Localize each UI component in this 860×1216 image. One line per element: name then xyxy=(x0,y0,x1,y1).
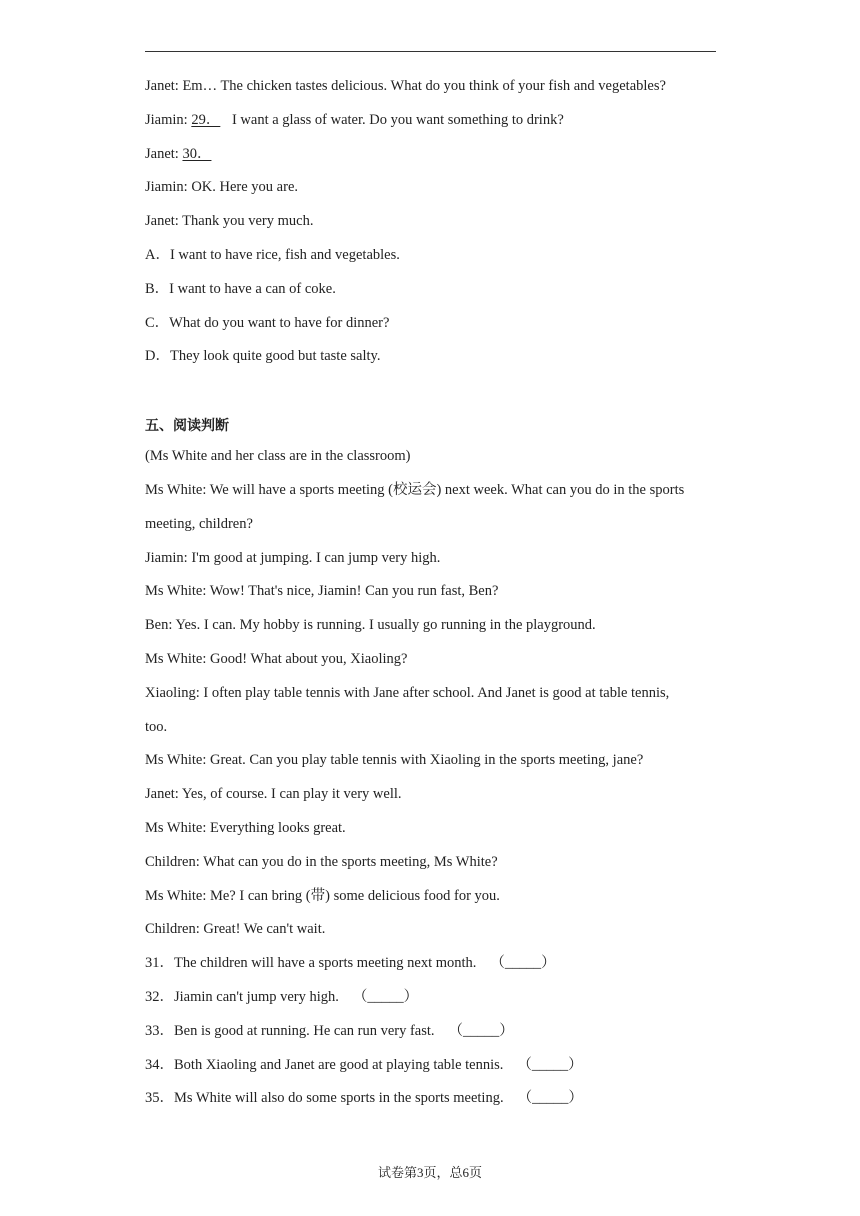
dialogue-text: I want a glass of water. Do you want something to drink? xyxy=(228,111,564,128)
question-33 xyxy=(145,1015,720,1049)
section-intro: (Ms White and her class are in the classroom) xyxy=(145,448,411,465)
option-b: B．I want to have a can of coke. xyxy=(145,280,336,297)
option-a: A．I want to have rice, fish and vegetables. xyxy=(145,246,400,263)
section-spacer xyxy=(145,374,720,412)
answer-blank[interactable]: （_____） xyxy=(517,1090,583,1107)
answer-blank[interactable]: （_____） xyxy=(352,988,419,1005)
dialogue-line: Ms White: Me? I can bring (带) some delicious food for you. xyxy=(145,887,500,904)
answer-blank-30[interactable]: 30． xyxy=(182,145,212,162)
question-34 xyxy=(145,1049,720,1083)
answer-blank[interactable]: （_____） xyxy=(490,955,556,972)
speaker-prefix: Janet: xyxy=(145,145,183,162)
dialogue-line: Ms White: Great. Can you play table tennis with Xiaoling in the sports meeting, jane? xyxy=(145,752,644,769)
dialogue-line: Ms White: Good! What about you, Xiaoling? xyxy=(145,650,408,667)
question-text: 32．Jiamin can't jump very high. xyxy=(145,988,339,1005)
option-c: C．What do you want to have for dinner? xyxy=(145,314,390,331)
dialogue-line: Children: What can you do in the sports meeting, Ms White? xyxy=(145,853,498,870)
question-text: 31．The children will have a sports meeting next month. xyxy=(145,955,477,972)
question-text: 33．Ben is good at running. He can run very fast. xyxy=(145,1022,435,1039)
option-d: D．They look quite good but taste salty. xyxy=(145,348,381,365)
page-footer: 试卷第3页，总6页 xyxy=(377,1165,482,1180)
dialogue-line xyxy=(145,104,720,138)
question-31 xyxy=(145,947,720,981)
question-text: 35．Ms White will also do some sports in the sports meeting. xyxy=(145,1090,504,1107)
dialogue-line: too. xyxy=(145,718,168,735)
section-heading: 五、阅读判断 xyxy=(145,418,229,435)
speaker-prefix: Jiamin: xyxy=(145,111,192,128)
dialogue-line: Ms White: We will have a sports meeting (校运会) next week. What can you do in the sports xyxy=(145,481,685,498)
dialogue-line: meeting, children? xyxy=(145,515,253,532)
answer-blank-29[interactable]: 29． xyxy=(191,111,221,128)
question-32 xyxy=(145,981,720,1015)
dialogue-line: Ms White: Wow! That's nice, Jiamin! Can you run fast, Ben? xyxy=(145,583,499,600)
header-rule xyxy=(145,51,716,52)
document-body xyxy=(145,70,720,1116)
question-text: 34．Both Xiaoling and Janet are good at playing table tennis. xyxy=(145,1056,504,1073)
dialogue-line: Ms White: Everything looks great. xyxy=(145,819,346,836)
dialogue-line xyxy=(145,138,720,172)
dialogue-line: Xiaoling: I often play table tennis with Jane after school. And Janet is good at table tennis, xyxy=(145,684,670,701)
dialogue-line: Jiamin: OK. Here you are. xyxy=(145,179,299,196)
dialogue-line: Ben: Yes. I can. My hobby is running. I usually go running in the playground. xyxy=(145,617,596,634)
dialogue-line: Children: Great! We can't wait. xyxy=(145,921,326,938)
dialogue-line: Janet: Em… The chicken tastes delicious. What do you think of your fish and vegetables? xyxy=(145,78,666,94)
dialogue-line: Jiamin: I'm good at jumping. I can jump very high. xyxy=(145,549,441,566)
answer-blank[interactable]: （_____） xyxy=(448,1022,514,1039)
dialogue-line: Janet: Thank you very much. xyxy=(145,213,314,230)
answer-blank[interactable]: （_____） xyxy=(517,1056,583,1073)
dialogue-line: Janet: Yes, of course. I can play it very well. xyxy=(145,786,402,803)
question-35 xyxy=(145,1082,720,1116)
